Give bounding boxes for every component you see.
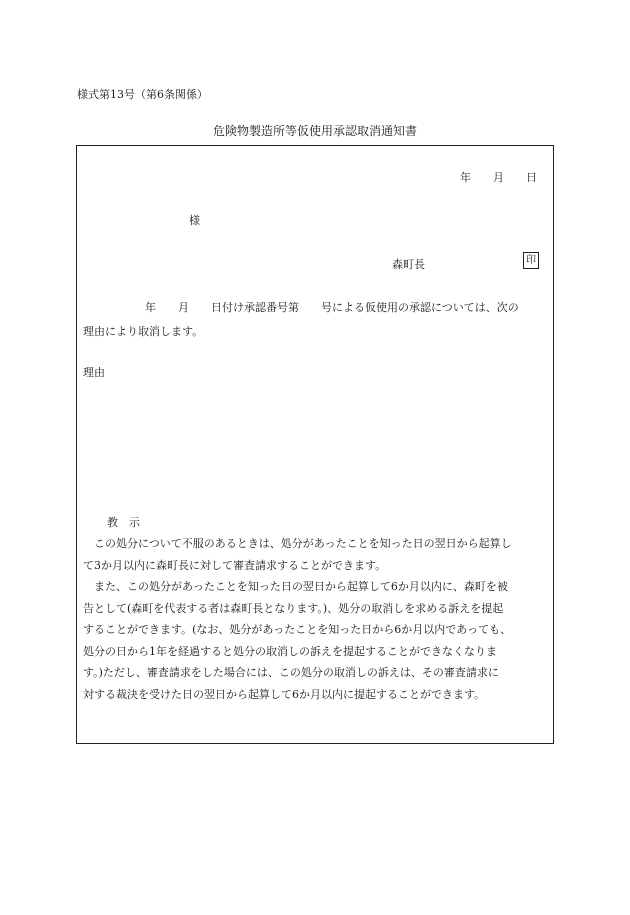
notice-body <box>83 533 553 705</box>
date-day-label: 日 <box>526 171 537 184</box>
notice-line: することができます。(なお、処分があったことを知った日から6か月以内であっても、 <box>83 623 512 636</box>
notice-line: また、この処分があったことを知った日の翌日から起算して6か月以内に、森町を被 <box>94 580 508 593</box>
body-text <box>83 296 551 344</box>
body-line-2: 理由により取消します。 <box>83 325 204 338</box>
notice-line: この処分について不服のあるときは、処分があったことを知った日の翌日から起算し <box>94 537 512 550</box>
notice-line: て3か月以内に森町長に対して審査請求することができます。 <box>83 558 387 572</box>
addressee-suffix: 様 <box>189 214 200 227</box>
reason-label: 理由 <box>83 366 105 379</box>
document-title: 危険物製造所等仮使用承認取消通知書 <box>212 124 417 138</box>
notice-line: す。)ただし、審査請求をした場合には、この処分の取消しの訴えは、その審査請求に <box>83 666 499 679</box>
notice-line: 告として(森町を代表する者は森町長となります。)、処分の取消しを求める訴えを提起 <box>83 601 504 615</box>
date-line <box>460 169 537 185</box>
form-number: 様式第13号（第6条関係） <box>77 88 208 101</box>
issuer-name: 森町長 <box>392 258 425 271</box>
date-month-label: 月 <box>493 171 504 184</box>
notice-line: 処分の日から1年を経過すると処分の取消しの訴えを提起することができなくなりま <box>83 644 497 658</box>
seal-mark: 印 <box>523 252 539 269</box>
notice-line: 対する裁決を受けた日の翌日から起算して6か月以内に提起することができます。 <box>83 687 486 701</box>
notice-heading: 教示 <box>107 516 151 529</box>
date-year-label: 年 <box>460 171 471 184</box>
body-line-1: 年 月 日付け承認番号第 号による仮使用の承認については、次の <box>145 301 519 314</box>
